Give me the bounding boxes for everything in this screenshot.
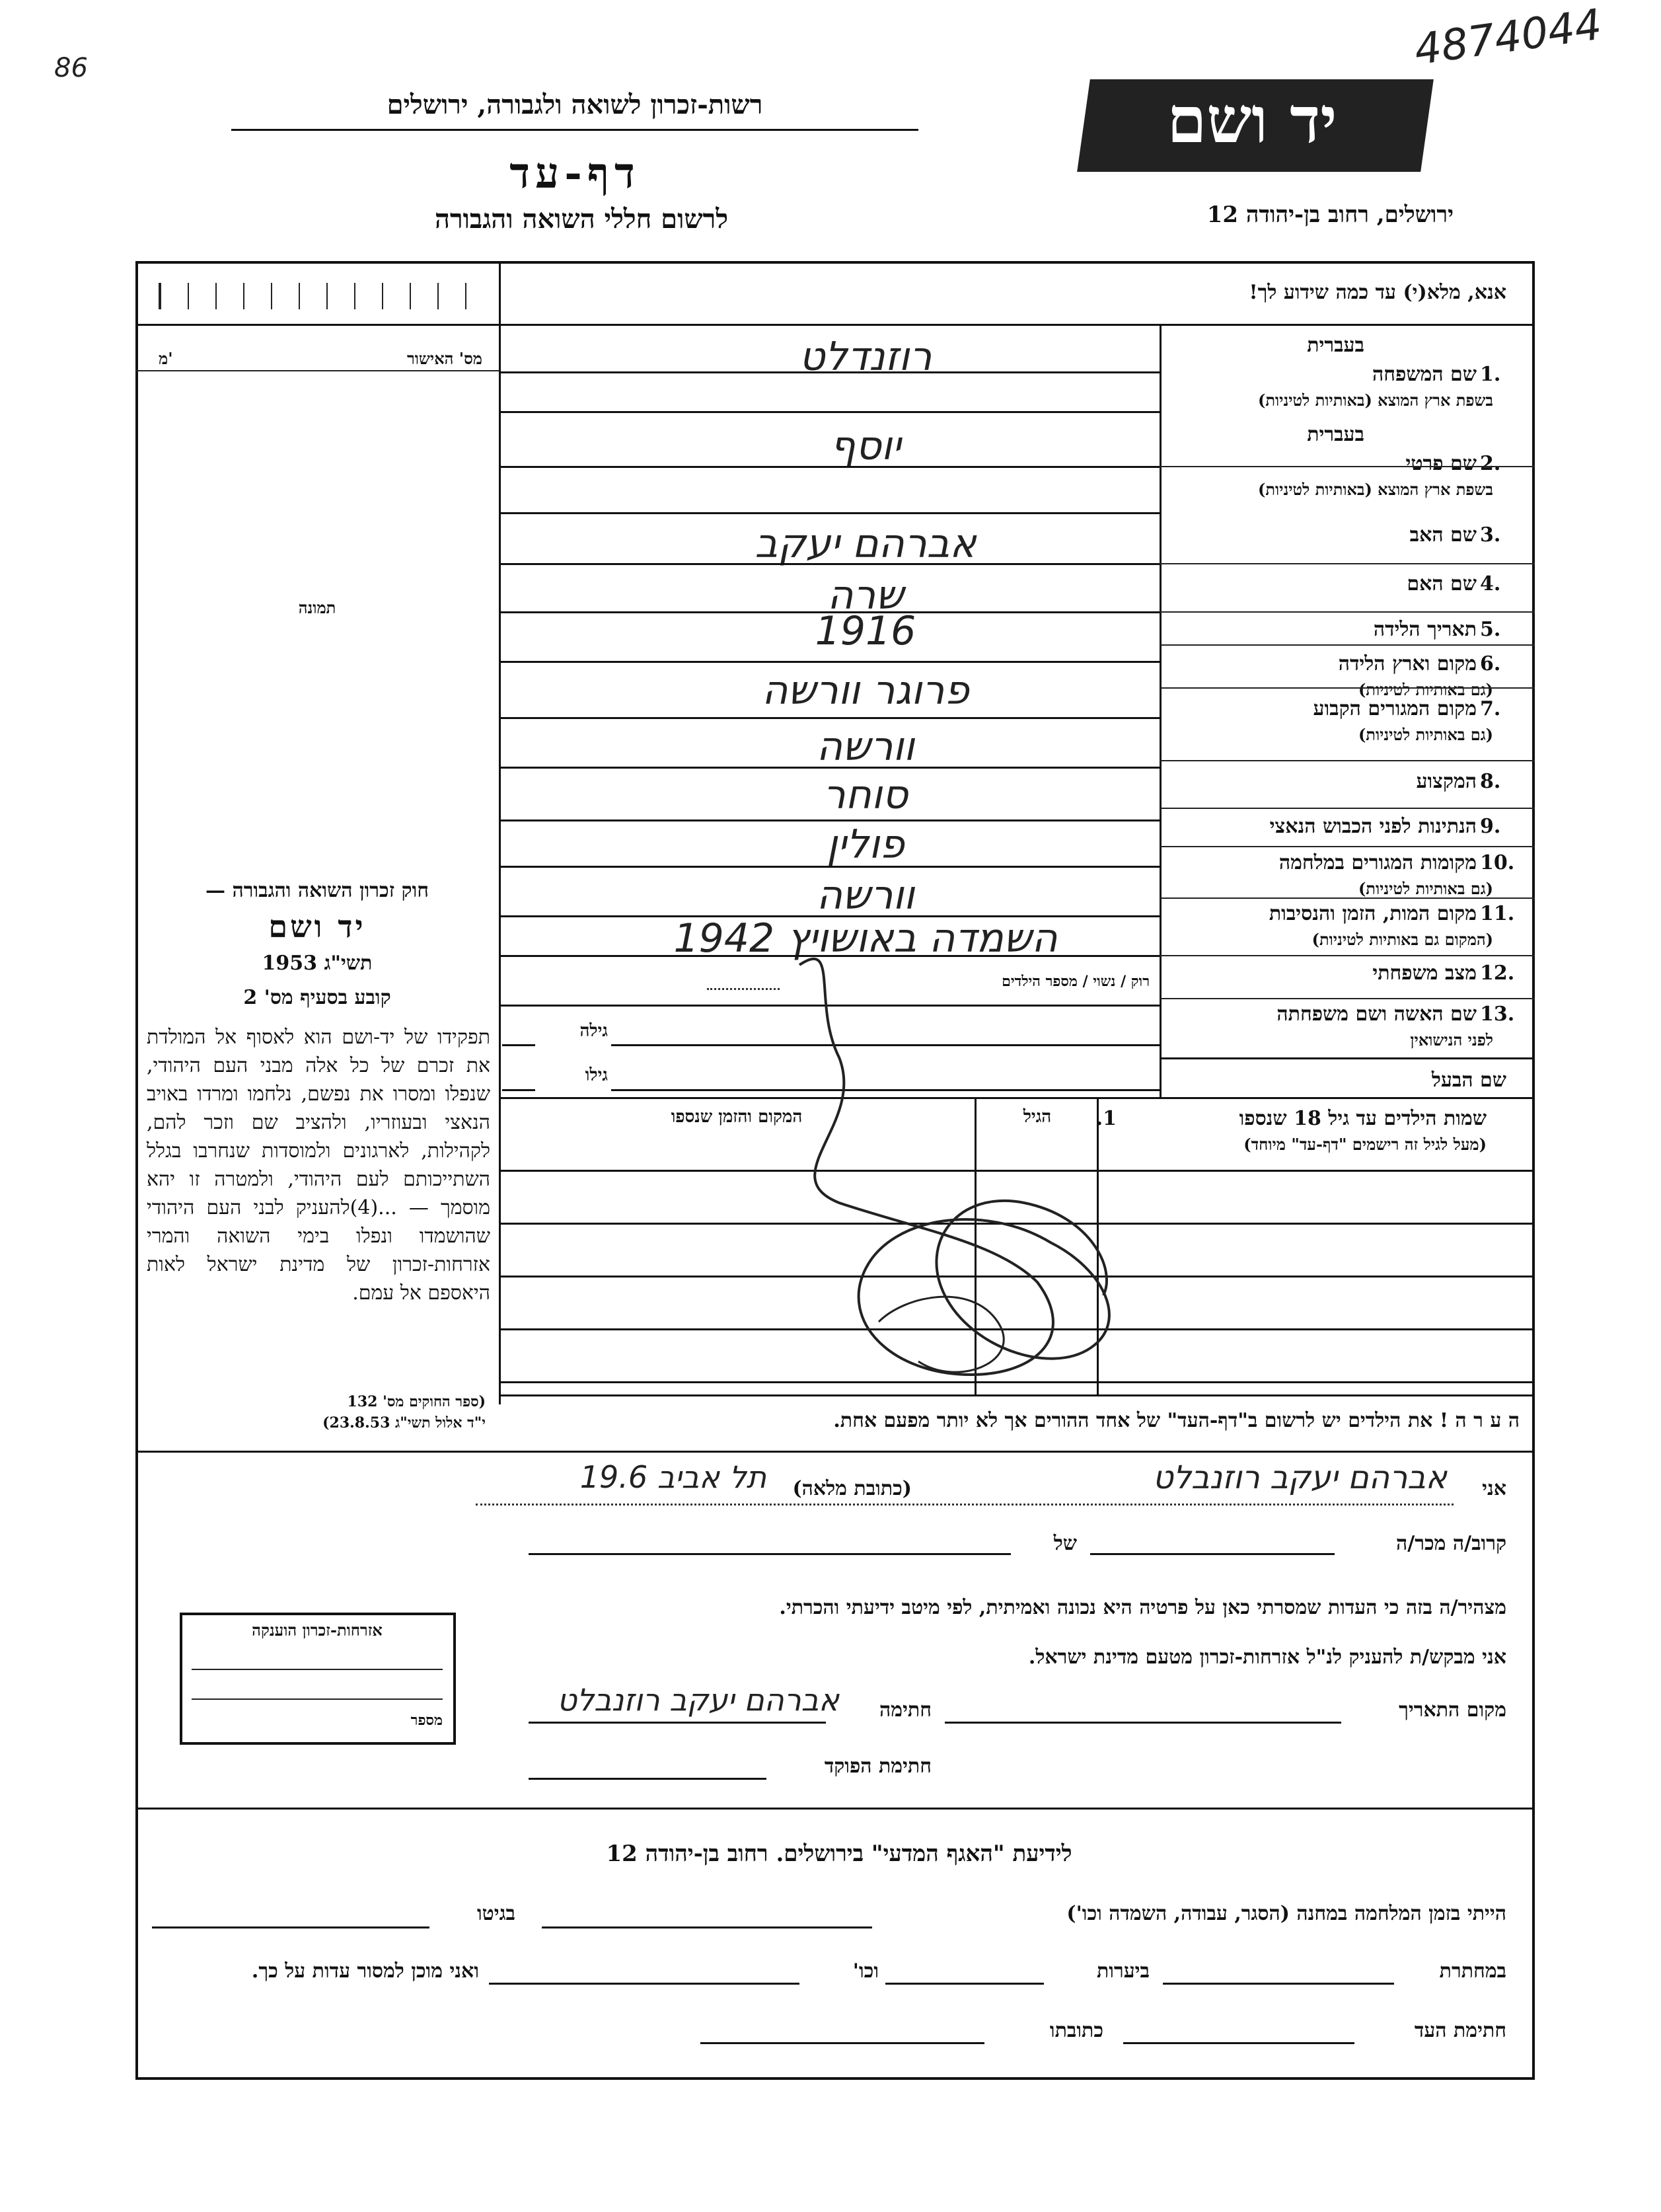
children-num: 1. [1095,1107,1117,1130]
citizenship-line [192,1698,443,1700]
field-sublabel: (המקום גם באותיות לטיניות) [1311,930,1493,949]
of-label: של [1053,1532,1077,1555]
field-label: מקומות המגורים במלחמה [1278,851,1477,874]
field-value[interactable]: יוסף [830,423,901,469]
of-line [529,1553,1011,1555]
approval-suffix: מ' [159,349,173,368]
forests-label: ביערות [1096,1960,1150,1983]
law-year: תשי"ג 1953 [262,952,373,975]
form-title: דף-עד [509,149,640,198]
field-value[interactable]: וורשה [816,872,915,919]
page-number: 86 [54,53,88,83]
field-label: תאריך הלידה [1373,618,1477,641]
camp-line [542,1926,872,1928]
row-line [499,466,1160,468]
logo-text: יד ושם [1167,83,1337,157]
citizenship-title: אזרחות-זכרון הוענקה [252,1621,383,1640]
children-label: שמות הילדים עד גיל 18 שנספו [1239,1107,1487,1130]
signature-line [529,1722,826,1724]
ghetto-line [152,1926,429,1928]
law-heading: חוק זכרון השואה והגבורה — [205,879,429,902]
label-separator [1160,998,1535,999]
field-sublabel: (גם באותיות לטיניות) [1358,879,1493,898]
official-signature-line [529,1778,766,1780]
relation-line [1090,1553,1335,1555]
ghetto-label: בגיטו [476,1902,515,1925]
field-value[interactable]: השמדה באושויץ 1942 [673,915,1058,962]
row-line [499,512,1160,514]
official-signature-label: חתימת הפוקד [824,1755,932,1778]
field-label: שם פרטי [1405,452,1477,475]
field-sublabel: בשפת ארץ המוצא (באותיות לטיניות) [1258,480,1493,499]
law-text: תפקידו של יד-ושם הוא לאסוף אל המולדת את זכרם של כל אלה מבני העם היהודי, שנפלו ומסרו את נפשם, נלחמו ומרדו באויב הנאצי ובעוזריו, ולהציב שם וזכר להם, לקהילות, לארגונים ולמוסדות שנחרבו בגלל השתייכותם לעם היהודי, ולמטרה זו יהא מוסמך — ...(4)להעניק לבני העם היהודי שהושמדו ונפלו בימי השואה והמרי אזרחות-זכרון של מדינת ישראל לאות היאספם אל עמם. [147,1026,491,1305]
request: אני מבקש/ת להעניק לנ"ל אזרחות-זכרון מטעם מדינת ישראל. [1028,1646,1506,1669]
underground-label: במחתרת [1439,1960,1506,1983]
cancellation-scribble [760,925,1169,1401]
approval-divider [135,370,499,371]
label-separator [1160,846,1535,847]
children-sub: (מעל לגיל זה רישמים "דף-עד" מיוחד) [1243,1135,1487,1154]
place-date-line [945,1722,1341,1724]
label-separator [1160,897,1535,899]
citizenship-number-label: מספר [410,1712,443,1729]
label-separator [1160,466,1535,467]
field-label: מקום וארץ הלידה [1338,652,1477,675]
place-date-label: מקום התאריך [1399,1698,1506,1722]
age-column-header: הגיל [1023,1107,1052,1127]
field-number: 8. [1480,770,1501,793]
field-label: שם המשפחה [1372,363,1477,386]
relation-label: קרוב/ה מכר/ה [1396,1532,1506,1555]
row-line [499,611,1160,613]
underground-line [1163,1983,1394,1985]
field-value[interactable]: אברהם יעקב [755,521,977,567]
field-label: מקום המגורים הקבוע [1313,697,1477,720]
signature-value[interactable]: אברהם יעקב רוזנבלט [557,1682,839,1718]
label-separator [1160,611,1535,613]
field-value[interactable]: וורשה [816,724,915,770]
field-label: מצב משפחתי [1372,962,1477,985]
authority-underline [231,129,918,131]
address-label: (כתובת מלאה) [792,1477,912,1500]
witness-signature-line [1123,2042,1354,2044]
field-label: מקום המות, הזמן והנסיבות [1269,902,1477,925]
wife-divider [1160,1057,1535,1059]
footer-divider [135,1808,1535,1810]
field-number: 2. [1480,452,1501,475]
law-clause: קובע בסעיף מס' 2 [243,986,391,1009]
etc-line [489,1983,799,1985]
label-separator [1160,955,1535,956]
marital-options: רוק / נשוי / מספר הילדים [1002,973,1150,990]
witness-signature-label: חתימת העד [1414,2019,1506,2042]
citizenship-line [192,1669,443,1670]
label-separator [1160,687,1535,689]
note-top-line [499,1394,1535,1396]
row-line [499,371,1160,373]
place-column-header: המקום והזמן שנספו [671,1107,803,1127]
wife-age-label: גילה [579,1021,608,1041]
field-number: 3. [1480,523,1501,547]
law-name: יד ושם [268,909,366,944]
row-line [499,866,1160,868]
header-address: ירושלים, רחוב בן-יהודה 12 [1206,202,1454,228]
signature-label: חתימה [879,1698,932,1722]
field-sublabel: בשפת ארץ המוצא (באותיות לטיניות) [1258,391,1493,410]
field-number: 9. [1480,815,1501,838]
testimony-offer: ואני מוכן למסור עדות על כך. [251,1960,479,1983]
witness-address-label: כתובתו [1049,2019,1103,2042]
approval-ticks [159,283,490,309]
footer-heading: לידיעת "האגף המדעי" בירושלים. רחוב בן-יהודה 12 [606,1841,1072,1867]
row-line [499,915,1160,917]
field-value[interactable]: פולין [827,821,904,868]
instruction-divider [135,324,1535,326]
field-sublabel: (גם באותיות לטיניות) [1358,725,1493,744]
field-value[interactable]: 1916 [815,608,916,654]
wife-age-line [502,1044,535,1046]
row-line [499,661,1160,663]
field-language-label: בעברית [1307,423,1364,446]
label-separator [1160,760,1535,761]
field-label: שם האב [1409,523,1477,547]
side-panel-border [499,261,501,1404]
field-value[interactable]: סוחר [823,772,908,818]
husband-age-line [502,1089,535,1091]
field-label: הנתינות לפני הכבוש הנאצי [1269,815,1477,838]
field-number: 11. [1480,902,1515,925]
field-value[interactable]: שרה [827,572,904,619]
note: ה ע ר ה ! את הילדים יש לרשום ב"דף-העד" של אחד ההורים אך לא יותר מפעם אחת. [833,1409,1520,1432]
form-subtitle: לרשום חללי השואה והגבורה [434,204,729,235]
field-number: 7. [1480,697,1501,720]
declarant-name[interactable]: אברהם יעקב רוזנבלט [1152,1459,1447,1496]
law-source: (ספר החוקים מס' 132 [347,1393,486,1410]
field-label: שם האשה ושם משפחתה [1276,1003,1477,1026]
field-number: 4. [1480,572,1501,595]
label-separator [1160,563,1535,564]
declaration-dots [476,1504,1454,1506]
witness-address-line [700,2042,984,2044]
authority-title: רשות-זכרון לשואה ולגבורה, ירושלים [387,89,763,120]
field-number: 6. [1480,652,1501,675]
field-label: שם האם [1407,572,1477,595]
forests-line [885,1983,1044,1985]
approval-label: מס' האישור [406,349,482,368]
field-number: 5. [1480,618,1501,641]
record-number: 4874044 [1411,0,1605,75]
law-date: י"ד אלול תשי"ג 23.8.53) [322,1414,486,1431]
statement: מצהיר/ה בזה כי העדות שמסרתי כאן על פרטיה היא נכונה ואמיתית, לפי מיטב ידיעתי והכרתי. [779,1596,1506,1619]
field-language-label: בעברית [1307,334,1364,357]
field-number: 12. [1480,962,1515,985]
field-number: 1. [1480,363,1501,386]
field-sublabel: לפני הנישואין [1410,1030,1493,1049]
footer-line1: הייתי בזמן המלחמה במחנה (הסגר, עבודה, השמדה וכו') [1066,1902,1506,1925]
field-value[interactable]: רוזנדלט [799,334,932,380]
field-label: המקצוע [1416,770,1477,793]
field-number: 13. [1480,1003,1515,1026]
row-line [499,820,1160,821]
declaration-i: אני [1482,1477,1506,1500]
husband-age-label: גילו [585,1065,608,1085]
row-line [499,717,1160,719]
label-separator [1160,808,1535,809]
husband-label: שם הבעל [1431,1069,1506,1092]
row-line [499,563,1160,565]
instruction: אנא, מלא(י) עד כמה שידוע לך! [1249,281,1506,304]
photo-label: תמונה [298,598,336,617]
note-bottom-line [135,1451,1535,1453]
row-line [499,411,1160,413]
field-value[interactable]: פרוגר וורשה [762,667,969,714]
row-line [499,767,1160,769]
field-sublabel: (גם באותיות לטיניות) [1358,680,1493,699]
label-separator [1160,644,1535,646]
field-number: 10. [1480,851,1515,874]
etc-label: וכו' [852,1960,879,1983]
address-value[interactable]: תל אביב 19.6 [579,1459,766,1495]
